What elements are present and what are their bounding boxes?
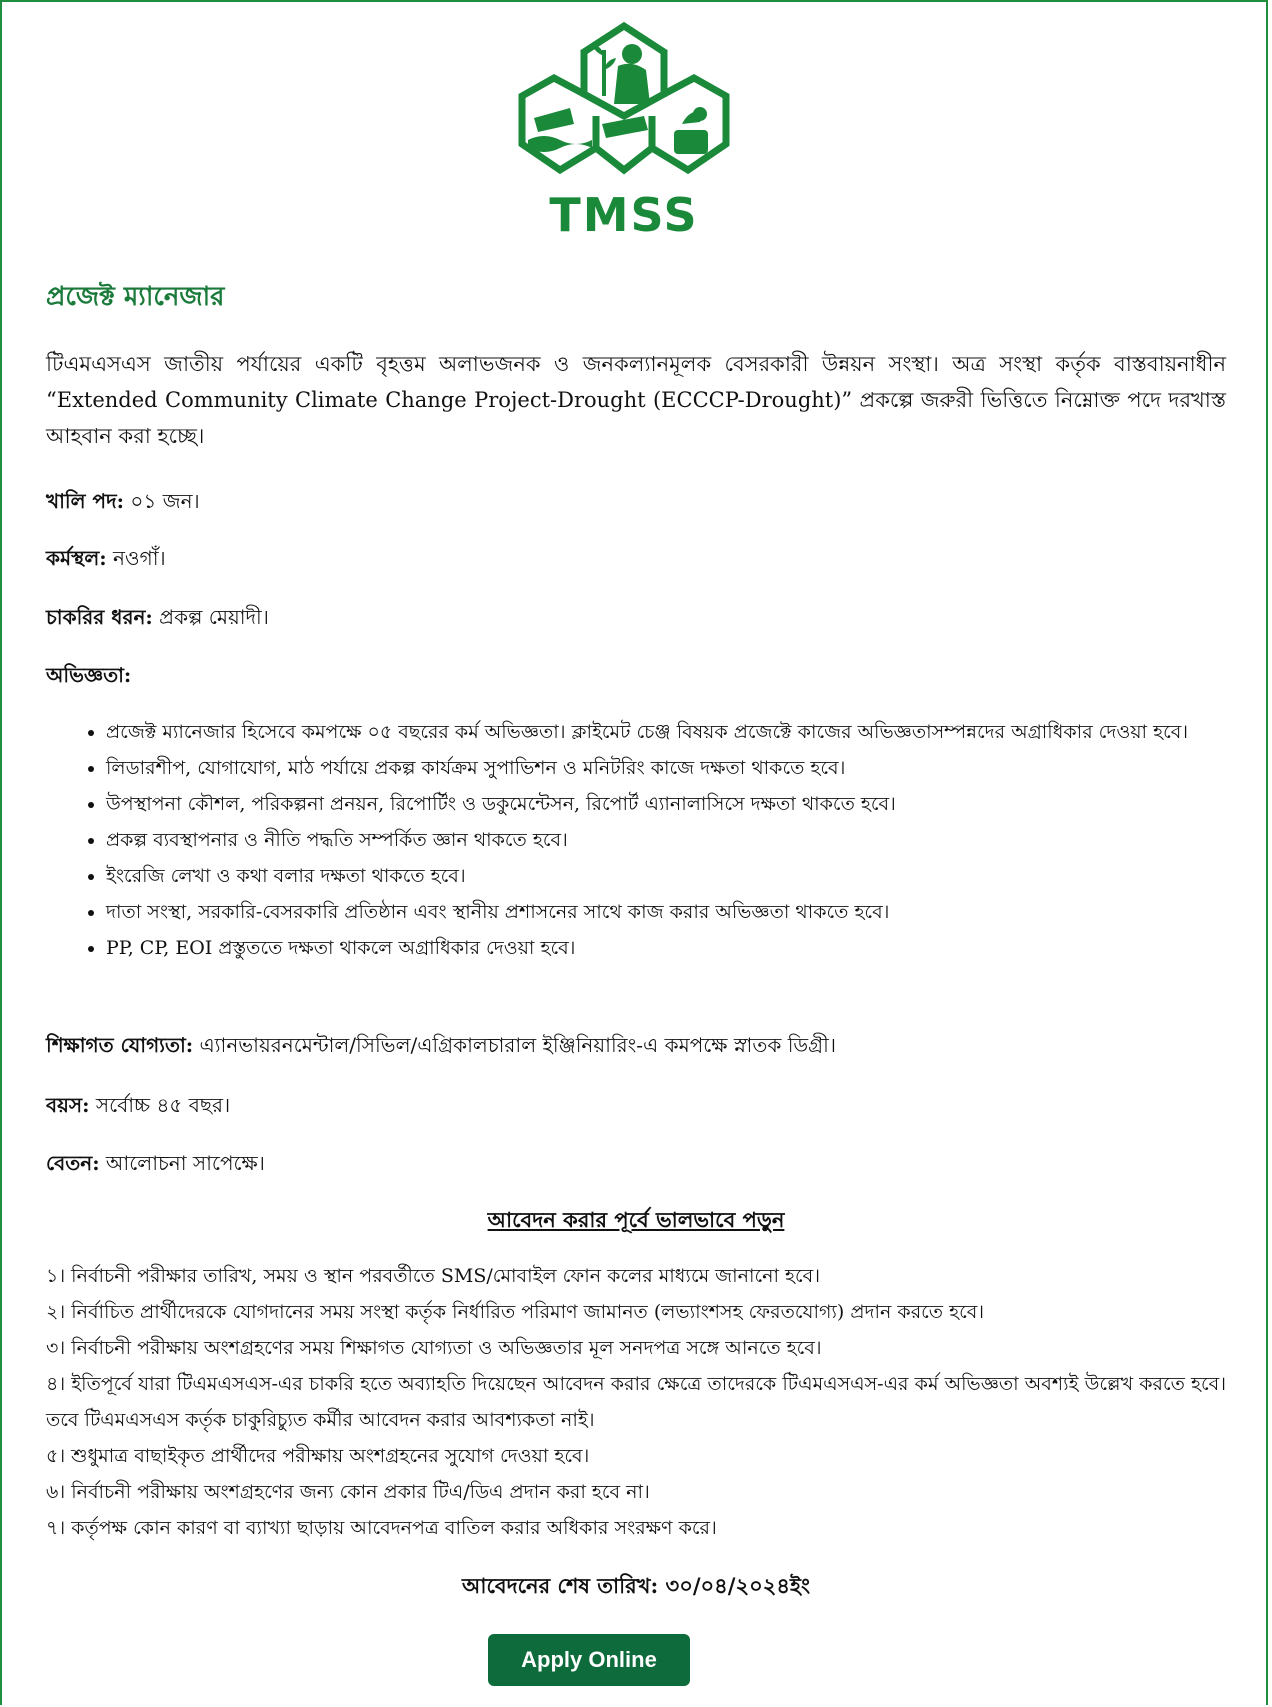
salary-value: আলোচনা সাপেক্ষে।: [99, 1151, 265, 1175]
vacancy-field: [46, 486, 200, 516]
experience-label: অভিজ্ঞতা:: [46, 663, 132, 687]
experience-heading: [46, 660, 131, 690]
age-value: সর্বোচ্চ ৪৫ বছর।: [89, 1093, 231, 1117]
list-item: ৬। নির্বাচনী পরীক্ষায় অংশগ্রহণের জন্য কোন প্রকার টিএ/ডিএ প্রদান করা হবে না।: [46, 1481, 650, 1503]
location-label: কর্মস্থল:: [46, 546, 107, 570]
vacancy-value: ০১ জন।: [124, 489, 200, 513]
education-label: শিক্ষাগত যোগ্যতা:: [46, 1033, 194, 1057]
list-item: ২। নির্বাচিত প্রার্থীদেরকে যোগদানের সময় সংস্থা কর্তৃক নির্ধারিত পরিমাণ জামানত (লভ্যাংশসহ ফেরতযোগ্য) প্রদান করতে হবে।: [46, 1301, 985, 1323]
job-type-value: প্রকল্প মেয়াদী।: [152, 605, 269, 629]
list-item: • প্রজেক্ট ম্যানেজার হিসেবে কমপক্ষে ০৫ বছরের কর্ম অভিজ্ঞতা। ক্লাইমেট চেঞ্জ বিষয়ক প্রজেক্টে কাজের অভিজ্ঞতাসম্পন্নদের অগ্রাধিকার দেওয়া হবে।: [106, 714, 1272, 750]
list-item: • PP, CP, EOI প্রস্তুততে দক্ষতা থাকলে অগ্রাধিকার দেওয়া হবে।: [106, 930, 1272, 966]
job-type-label: চাকরির ধরন:: [46, 605, 153, 629]
list-item: • উপস্থাপনা কৌশল, পরিকল্পনা প্রনয়ন, রিপোর্টিং ও ডকুমেন্টেসন, রিপোর্ট এ্যানালাসিসে দক্ষতা থাকতে হবে।: [106, 786, 1272, 822]
logo-emblem-icon: [514, 20, 734, 190]
salary-field: [46, 1148, 265, 1178]
logo-wordmark: TMSS: [549, 188, 699, 242]
salary-label: বেতন:: [46, 1151, 100, 1175]
list-item: • লিডারশীপ, যোগাযোগ, মাঠ পর্যায়ে প্রকল্প কার্যক্রম সুপাভিশন ও মনিটরিং কাজে দক্ষতা থাকতে হবে।: [106, 750, 1272, 786]
list-item: ৩। নির্বাচনী পরীক্ষায় অংশগ্রহণের সময় শিক্ষাগত যোগ্যতা ও অভিজ্ঞতার মূল সনদপত্র সঙ্গে আনতে হবে।: [46, 1337, 822, 1359]
vacancy-label: খালি পদ:: [46, 489, 124, 513]
list-item: • প্রকল্প ব্যবস্থাপনার ও নীতি পদ্ধতি সম্পর্কিত জ্ঞান থাকতে হবে।: [106, 822, 1272, 858]
intro-paragraph: টিএমএসএস জাতীয় পর্যায়ের একটি বৃহত্তম অলাভজনক ও জনকল্যানমূলক বেসরকারী উন্নয়ন সংস্থা। অত্র সংস্থা কর্তৃক বাস্তবায়নাধীন “Extended Community Climate Change Project-Drought (ECCCP-Drought)” প্রকল্পে জরুরী ভিত্তিতে নিম্নোক্ত পদে দরখাস্ত আহবান করা হচ্ছে।: [46, 352, 1226, 448]
location-value: নওগাঁ।: [106, 546, 166, 570]
job-type-field: [46, 602, 269, 632]
list-item: ৭। কর্তৃপক্ষ কোন কারণ বা ব্যাখ্যা ছাড়ায় আবেদনপত্র বাতিল করার অধিকার সংরক্ষণ করে।: [46, 1517, 717, 1539]
notice-heading: আবেদন করার পূর্বে ভালভাবে পড়ুন: [487, 1207, 785, 1232]
list-item: ৫। শুধুমাত্র বাছাইকৃত প্রার্থীদের পরীক্ষায় অংশগ্রহনের সুযোগ দেওয়া হবে।: [46, 1445, 590, 1467]
list-item: ১। নির্বাচনী পরীক্ষার তারিখ, সময় ও স্থান পরবর্তীতে SMS/মোবাইল ফোন কলের মাধ্যমে জানানো হবে।: [46, 1265, 821, 1287]
education-value: এ্যানভায়রনমেন্টাল/সিভিল/এগ্রিকালচারাল ইঞ্জিনিয়ারিং-এ কমপক্ষে স্নাতক ডিগ্রী।: [193, 1033, 836, 1057]
experience-list: [46, 714, 1272, 966]
age-label: বয়স:: [46, 1093, 90, 1117]
education-field: [46, 1030, 836, 1060]
job-title: প্রজেক্ট ম্যানেজার: [46, 282, 225, 312]
location-field: [46, 543, 166, 573]
age-field: [46, 1090, 230, 1120]
apply-online-button[interactable]: Apply Online: [488, 1634, 690, 1686]
tmss-logo: [514, 20, 734, 242]
list-item: ৪। ইতিপূর্বে যারা টিএমএসএস-এর চাকরি হতে অব্যাহতি দিয়েছেন আবেদন করার ক্ষেত্রে তাদেরকে টিএমএসএস-এর কর্ম অভিজ্ঞতা অবশ্যই উল্লেখ করতে হবে। তবে টিএমএসএস কর্তৃক চাকুরিচ্যুত কর্মীর আবেদন করার আবশ্যকতা নাই।: [46, 1373, 1226, 1431]
rules-list: [46, 1258, 1226, 1546]
list-item: • ইংরেজি লেখা ও কথা বলার দক্ষতা থাকতে হবে।: [106, 858, 1272, 894]
application-deadline: আবেদনের শেষ তারিখ: ৩০/০৪/২০২৪ইং: [461, 1573, 811, 1598]
list-item: • দাতা সংস্থা, সরকারি-বেসরকারি প্রতিষ্ঠান এবং স্থানীয় প্রশাসনের সাথে কাজ করার অভিজ্ঞতা থাকতে হবে।: [106, 894, 1272, 930]
